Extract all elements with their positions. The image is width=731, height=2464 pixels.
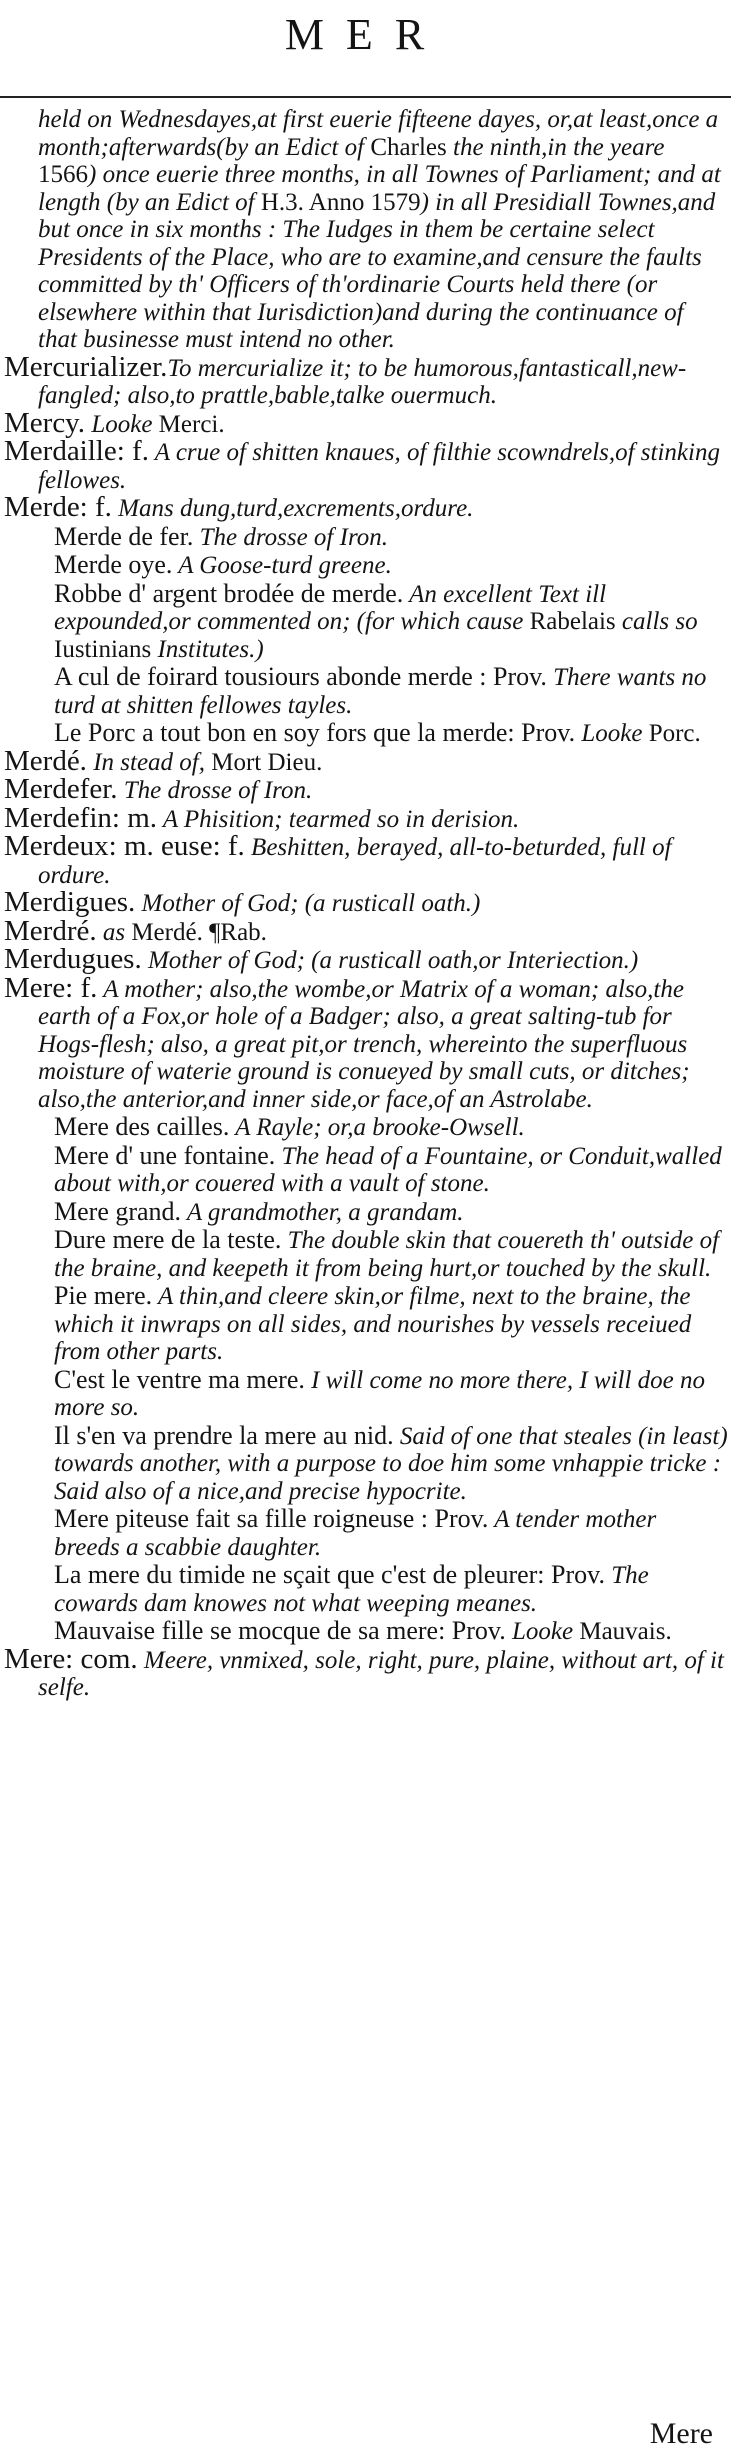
definition-text: Looke — [575, 720, 649, 747]
entry-nid — [4, 1422, 728, 1506]
entry-mere-fontaine — [4, 1142, 728, 1198]
definition-text: There wants no turd at shitten fellowes tayles. — [54, 664, 707, 719]
roman-text: Iustinians — [54, 635, 152, 663]
subheadword: A cul de foirard tousiours abonde merde : Prov. — [54, 662, 547, 691]
header-rule — [0, 96, 731, 98]
entry-merdigues — [4, 886, 728, 918]
definition-text: The head of a Fountaine, or Conduit,walled about with,or couered with a vault of stone. — [54, 1142, 722, 1197]
entry-merde — [4, 491, 728, 523]
roman-text: Porc. — [648, 720, 701, 747]
definition-text: ) once euerie three months, in all Townes of Parliament; and at length (by an Edict of — [38, 161, 721, 216]
definition-text: A Rayle; or,a brooke-Owsell. — [229, 1114, 525, 1141]
definition-text: Meere, vnmixed, sole, right, pure, plaine, without art, of it selfe. — [38, 1646, 724, 1701]
definition-text: A grandmother, a grandam. — [181, 1198, 464, 1226]
running-head: MER — [284, 10, 447, 59]
roman-text: Mauvais. — [579, 1618, 672, 1645]
subheadword: La mere du timide ne sçait que c'est de pleurer: Prov. — [54, 1560, 605, 1589]
definition-text: A crue of shitten knaues, of filthie scowndrels,of stinking fellowes. — [38, 439, 720, 494]
definition-text: Looke — [85, 410, 159, 438]
headword: Merdefin: m. — [4, 801, 158, 834]
roman-text: 1566 — [38, 161, 88, 188]
subheadword: Merde oye. — [54, 550, 173, 579]
roman-text: H.3. Anno 1579 — [260, 188, 421, 216]
entry-merdefin — [4, 801, 728, 834]
entry-mauvaise — [4, 1617, 728, 1646]
entry-cul — [4, 663, 728, 719]
headword: Merdré. — [4, 914, 97, 947]
definition-text: I will come no more there, I will doe no more so. — [54, 1366, 706, 1421]
entry-mere-grand — [4, 1198, 728, 1227]
subheadword: Pie mere. — [54, 1281, 153, 1310]
definition-text: In stead of, — [86, 748, 212, 776]
definition-text: The drosse of Iron. — [117, 777, 313, 804]
definition-text: An excellent Text ill expounded,or commented on; (for which cause — [54, 580, 607, 635]
entry-dure-mere — [4, 1226, 728, 1282]
headword: Mere: f. — [4, 971, 98, 1004]
subheadword: Mere grand. — [54, 1196, 182, 1226]
definition-text: To mercurialize it; to be humorous,fantasticall,new-fangled; also,to prattle,bable,talke ouermuch. — [38, 354, 687, 409]
definition-text: The drosse of Iron. — [193, 523, 389, 551]
subheadword: C'est le ventre ma mere. — [54, 1364, 305, 1394]
entry-merde-de-fer — [4, 523, 728, 552]
entry-merdre — [4, 914, 728, 947]
entry-cont — [4, 106, 728, 354]
entry-mere-cailles — [4, 1113, 728, 1142]
entry-ventre — [4, 1366, 728, 1422]
headword: Merde: f. — [4, 491, 112, 523]
entry-mere-com — [4, 1642, 728, 1702]
subheadword: Mauvaise fille se mocque de sa mere: Prov. — [54, 1616, 506, 1645]
subheadword: Mere des cailles. — [54, 1112, 230, 1141]
entry-mercy — [4, 406, 728, 439]
definition-text: A tender mother breeds a scabbie daughter. — [54, 1506, 657, 1561]
entry-merdugues — [4, 943, 728, 975]
definition-text: ) in all Presidiall Townes,and but once in six months : The Iudges in them be certaine select Presidents of the Place, who are to examine,and censure the faults committed by th' Officers of th'ordinarie Courts held there (or elsewhere within that Iurisdiction)and during the continuance of that businesse must intend no other. — [38, 188, 716, 353]
headword: Mere: com. — [4, 1642, 138, 1675]
subheadword: Robbe d' argent brodée de merde. — [54, 578, 404, 608]
definition-text: calls so — [615, 608, 698, 635]
definition-text: Institutes.) — [151, 635, 264, 663]
headword: Mercy. — [4, 406, 86, 439]
definition-text: A Goose-turd greene. — [172, 552, 392, 579]
subheadword: Le Porc a tout bon en soy fors que la merde: Prov. — [54, 718, 576, 747]
headword: Merdeux: m. euse: f. — [4, 830, 245, 862]
headword: Merdé. — [4, 744, 87, 777]
roman-text: Rabelais — [529, 608, 616, 635]
entry-merdeux — [4, 830, 728, 889]
entry-timide — [4, 1561, 728, 1617]
definition-text: Mother of God; (a rusticall oath,or Interiection.) — [141, 947, 639, 974]
subheadword: Merde de fer. — [54, 521, 194, 551]
entry-merdaille — [4, 435, 728, 494]
definition-text: The cowards dam knowes not what weeping meanes. — [54, 1562, 649, 1617]
entry-merde-accent — [4, 744, 728, 777]
roman-text: Charles — [370, 133, 447, 161]
subheadword: Il s'en va prendre la mere au nid. — [54, 1420, 394, 1450]
subheadword: Dure mere de la teste. — [54, 1225, 282, 1254]
definition-text: as — [96, 918, 132, 946]
entry-mercurializer — [4, 350, 728, 410]
catchword: Mere — [649, 2417, 713, 2450]
entry-pitreuse — [4, 1505, 728, 1561]
definition-text: A Phisition; tearmed so in derision. — [157, 805, 520, 833]
definition-text: The double skin that couereth th' outside of the braine, and keepeth it from being hurt,or touched by the skull. — [54, 1227, 720, 1282]
headword: Mercurializer. — [4, 350, 168, 383]
entry-merdefer — [4, 773, 728, 805]
entry-robbe — [4, 580, 728, 664]
definition-text: Mother of God; (a rusticall oath.) — [135, 890, 481, 917]
headword: Merdaille: f. — [4, 435, 149, 467]
roman-text: Merdé. ¶Rab. — [131, 918, 267, 946]
roman-text: Merci. — [158, 410, 225, 438]
headword: Merdefer. — [4, 773, 118, 805]
headword: Merdigues. — [4, 886, 136, 918]
roman-text: Mort Dieu. — [211, 748, 323, 776]
definition-text: A mother; also,the wombe,or Matrix of a woman; also,the earth of a Fox,or hole of a Badger; also, a great salting-tub for Hogs-flesh; also, a great pit,or trench, whereinto the superfluous moisture of waterie ground is conueyed by small cuts, or ditches; also,the anterior,and inner side,or face,of an Astrolabe. — [38, 975, 690, 1113]
subheadword: Mere piteuse fait sa fille roigneuse : Prov. — [54, 1504, 489, 1533]
definition-text: the ninth,in the yeare — [446, 133, 665, 161]
definition-text: A thin,and cleere skin,or filme, next to the braine, the which it inwraps on all sides, and nourishes by vessels receiued from other parts. — [54, 1283, 692, 1365]
definition-text: Said of one that steales (in least) towards another, with a purpose to doe him some vnhappie tricke : Said also of a nice,and precise hypocrite. — [54, 1422, 728, 1505]
entry-merde-oye — [4, 551, 728, 580]
entry-mere — [4, 971, 728, 1114]
definition-text: Beshitten, berayed, all-to-beturded, full of ordure. — [38, 834, 672, 889]
entry-porc — [4, 719, 728, 748]
definition-text: Looke — [505, 1618, 580, 1645]
definition-text: held on Wednesdayes,at first euerie fifteene dayes, or,at least,once a month;afterwards(by an Edict of — [38, 106, 719, 161]
definition-text: Mans dung,turd,excrements,ordure. — [111, 495, 474, 522]
dictionary-column — [4, 106, 728, 1702]
entry-pie-mere — [4, 1282, 728, 1366]
subheadword: Mere d' une fontaine. — [54, 1140, 276, 1170]
headword: Merdugues. — [4, 943, 142, 975]
